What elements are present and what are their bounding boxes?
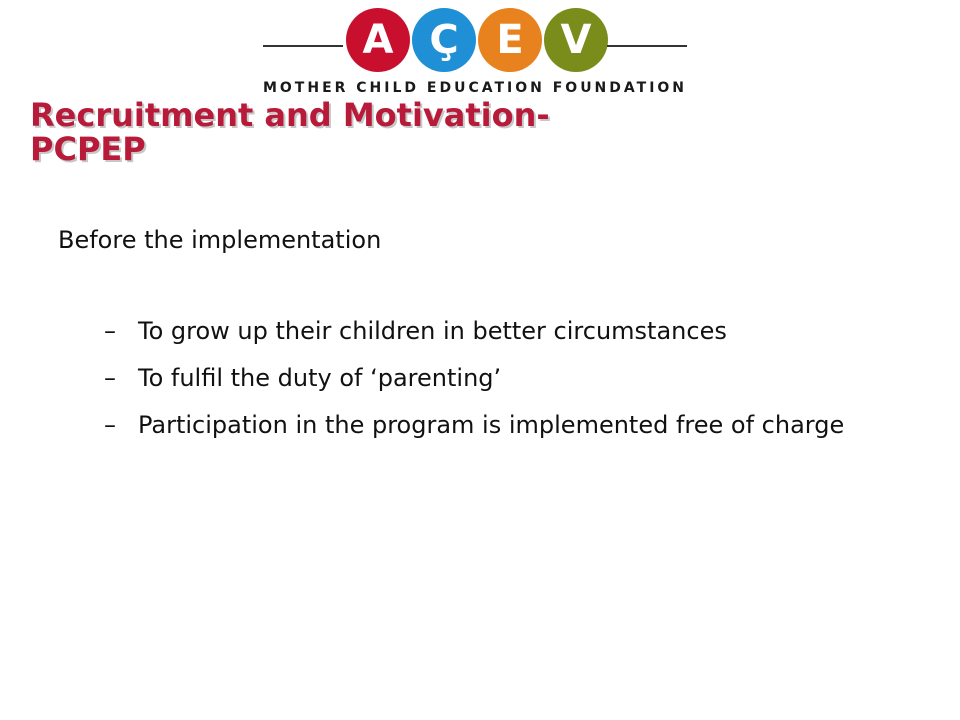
dash-icon: – bbox=[104, 364, 116, 392]
logo-circle-e: E bbox=[478, 8, 542, 72]
bullet-item bbox=[104, 312, 884, 350]
dash-icon: – bbox=[104, 411, 116, 439]
bullet-item bbox=[104, 359, 884, 397]
logo-line-left bbox=[263, 45, 343, 47]
acev-logo bbox=[260, 8, 690, 98]
slide-title-line-1: Recruitment and Motivation- bbox=[30, 96, 550, 134]
logo-line-right bbox=[607, 45, 687, 47]
dash-icon: – bbox=[104, 317, 116, 345]
logo-circle-c: Ç bbox=[412, 8, 476, 72]
slide-title bbox=[30, 98, 650, 166]
logo-circle-v: V bbox=[544, 8, 608, 72]
bullet-text: Participation in the program is implemented free of charge bbox=[138, 411, 845, 439]
logo-circle-a: A bbox=[346, 8, 410, 72]
slide-title-line-2: PCPEP bbox=[30, 130, 146, 168]
logo-foundation-name: MOTHER CHILD EDUCATION FOUNDATION bbox=[262, 80, 688, 96]
bullet-list bbox=[104, 312, 884, 453]
intro-text: Before the implementation bbox=[58, 226, 382, 254]
bullet-item bbox=[104, 406, 884, 444]
bullet-text: To grow up their children in better circumstances bbox=[138, 317, 727, 345]
bullet-text: To fulfil the duty of ‘parenting’ bbox=[138, 364, 502, 392]
